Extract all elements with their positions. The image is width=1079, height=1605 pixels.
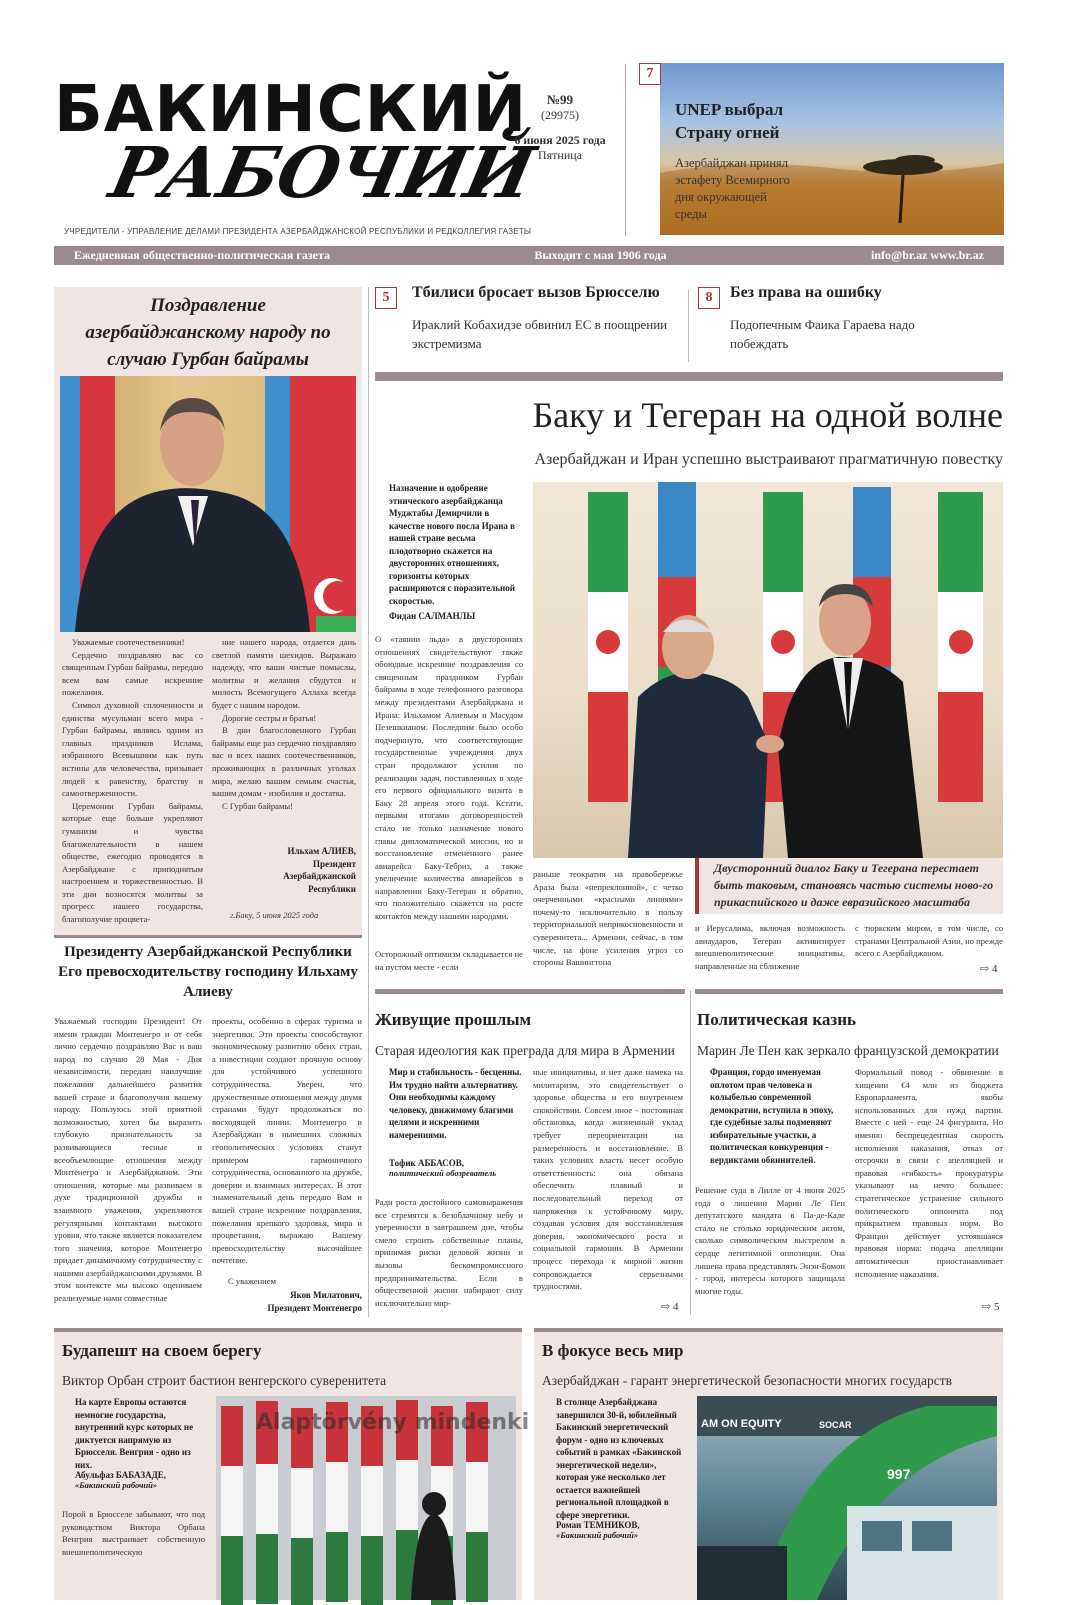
congrats-p7: В дни благословенного Гурбан байрамы еще раз сердечно поздравляю вас и всех наших соотечественников, проживающих в различных уголках мира, желаю вашим семьям счастья, вашим домам - изобилия и достатка. [212, 725, 356, 799]
lead-intro: Назначение и одобрение этнического азербайджанца Муджтабы Демирчили в качестве нового посла Ирана в нашей стране весьма плодотворно скажется на двусторонних отношениях, горизонты которых расширяются с поразительной скоростью. [389, 483, 516, 606]
letter-col1: Уважаемый господин Президент! От имени граждан Монтенегро и от себя лично сердечно поздравляю Вас и ваш народ по случаю 28 Мая - Дня независимости, передаю наилучшие пожелания дальнейшего развития вашей стране и благополучия вашему народу. Пользуюсь этой приятной возможностью, хотел бы выразить глубокую признательность за развивающиеся тесные и всеобъемлющие отношения между Монтенегро и Азербайджаном. Эти отношения, которые мы развиваем в духе традиционной дружбы и взаимного уважения, укрепляются регулярными контактами высокого уровня, что также является показателем того значения, которое Монтенегро придает динамичному сотрудничеству с нашими азербайджанскими друзьями. В этом контексте мы высоко оцениваем реализуемые нами совместные [54, 1016, 202, 1304]
teaser-title[interactable] [675, 98, 783, 144]
lead-body-col3: и Иерусалима, включая возможность авиаударов, Тегеран активизирует внешнеполитические инициативы, направленные на сближение [695, 923, 845, 971]
congrats-title: Поздравление азербайджанскому народу по случаю Гурбан байрамы [85, 295, 331, 370]
teaser-5-title[interactable]: Тбилиси бросает вызов Брюсселю [412, 284, 660, 301]
masthead-divider [625, 64, 626, 236]
focus-subtitle: Азербайджан - гарант энергетической безопасности многих государств [542, 1373, 953, 1388]
past-divider [690, 990, 691, 1315]
focus-byline-role: «Бакинский рабочий» [556, 1530, 639, 1540]
teaser-page-number: 7 [639, 63, 661, 85]
past-intro: Мир и стабильность - бесценны. Им трудно найти альтернативу. Они необходимы каждому человеку, движимому благими целями и искренними намерениями. [389, 1067, 522, 1140]
budapest-byline-name: Абульфаз БАБАЗАДЕ, [75, 1470, 167, 1480]
focus-title[interactable]: В фокусе весь мир [542, 1341, 684, 1360]
budapest-body: Порой в Брюсселе забывают, что под руководством Виктора Орбана Венгрия выстраивает собственную внешнеполитическую [62, 1509, 205, 1557]
exec-title[interactable]: Политическая казнь [697, 1010, 857, 1029]
budapest-intro: На карте Европы остаются немногие государства, внутренний курс которых не диктуется напрямую из Брюсселя. Венгрия - одно из них. [75, 1397, 194, 1470]
congrats-p4: Церемонии Гурбан байрамы, которые еще больше укрепляют гуманизм и чувства благожелательности в нашем обществе, ежегодно проводятся в Азербайджане с приподнятым настроением и торжественностью. В эти дни возносятся молитвы за прогресс нашего государства, благополучие процвета- [62, 800, 203, 925]
lead-photo [533, 482, 1003, 858]
budapest-photo-text: Alaptörvény mindenki [256, 1410, 530, 1435]
past-byline-role: политический обозреватель [389, 1168, 497, 1178]
focus-photo-text1: AM ON EQUITY [701, 1418, 782, 1430]
letter-title: Президенту Азербайджанской Республики Его превосходительству господину Ильхаму Алиеву [58, 944, 358, 1000]
budapest-byline-role: «Бакинский рабочий» [75, 1480, 158, 1490]
exec-body-col1: Решение суда в Лилле от 4 июня 2025 года о лишении Марин Ле Пен депутатского мандата в Па-де-Кале стало не столько юридическим актом, сколько символическим выстрелом в сердце легитимной оппозиции. Она лишена права представлять Энэн-Бомон - город, интересы которого защищала многие годы. [695, 1185, 845, 1296]
focus-photo-text3: 997 [887, 1466, 911, 1482]
teaser-divider [688, 290, 689, 362]
president-portrait-photo [60, 376, 356, 632]
founders-line: УЧРЕДИТЕЛИ - УПРАВЛЕНИЕ ДЕЛАМИ ПРЕЗИДЕНТА АЗЕРБАЙДЖАНСКОЙ РЕСПУБЛИКИ И РЕДКОЛЛЕГИЯ ГАЗЕТЫ [64, 227, 532, 236]
letter-sig-name: Яков Милатович, [290, 1290, 362, 1300]
masthead-title-top: БАКИНСКИЙ [54, 73, 528, 147]
exec-subtitle: Марин Ле Пен как зеркало французской демократии [697, 1043, 999, 1058]
bar-right[interactable]: info@br.az www.br.az [871, 248, 984, 262]
teaser-8-text: Подопечным Фаика Гараева надо побеждать [730, 317, 915, 351]
portrait-illustration [60, 376, 356, 632]
budapest-byline [75, 1470, 166, 1490]
letter-sig-title: Президент Монтенегро [267, 1302, 362, 1313]
teaser-8-badge[interactable] [698, 287, 720, 309]
lead-body-col4: с тюркским миром, в том числе, со странами Центральной Азии, но прежде всего с Азербайджаном. [855, 923, 1003, 959]
past-byline [389, 1158, 496, 1178]
info-bar [54, 246, 1004, 265]
focus-photo-text2: SOCAR [819, 1420, 852, 1430]
congrats-signature [212, 845, 356, 895]
exec-top-rule [695, 989, 1003, 994]
budapest-photo [216, 1396, 530, 1600]
masthead-title-bottom: РАБОЧИЙ [103, 131, 541, 214]
budapest-top-rule [54, 1328, 522, 1332]
teaser-5-text: Ираклий Кобахидзе обвинил ЕС в поощрении экстремизма [412, 317, 668, 351]
congrats-p5: ние нашего народа, отдается дань светлой памяти шехидов. Выражаю надежду, что ваши чистые помыслы, молитвы и желания сбудутся и милость Всемогущего Аллаха всегда будет с нашим народом. [212, 637, 356, 710]
teaser-8-title[interactable]: Без права на ошибку [730, 284, 882, 301]
teaser-8-page: 8 [698, 287, 720, 309]
congrats-p3: Символ духовной сплоченности и единства мусульман всего мира - Гурбан байрамы, являясь одним из главных праздников Ислама, избранного Всевышним как путь истины для человечества, призывает людей к равенству, братству и самоотверженности. [62, 699, 203, 799]
congrats-place-date: г.Баку, 5 июня 2025 года [230, 910, 319, 920]
congrats-col2 [212, 636, 356, 836]
letter-col2: проекты, особенно в сферах туризма и энергетики. Эти проекты способствуют экономическому развитию обеих стран, а инвестиции создают прочную основу для устойчивого успешного сотрудничества. Уверен, что дружественные отношения между двумя странами будут продолжаться по восходящей линии. Монтенегро и Азербайджан в нынешних сложных геополитических условиях станут примером гармоничного сотрудничества, основанного на дружбе, доверии и взаимных интересах. В этот знаменательный день передаю Вам и вашей стране искренние поздравления, пожелания крепкого здоровья, мира и процветания, выражаю Вашему превосходительству высочайшее почтение. [212, 1016, 362, 1266]
budapest-subtitle: Виктор Орбан строит бастион венгерского суверенитета [62, 1373, 387, 1388]
past-byline-name: Тофик АББАСОВ, [389, 1158, 465, 1168]
exec-body-col2: Формальный повод - обвинение в хищении €4 млн из бюджета Европарламента, якобы использованных для нужд партии. Вместе с ней - еще 24 фигуранта. Но именно беспрецедентная скорость исполнения наказания, отказ от отсрочки в связи с апелляцией и правовая «гибкость» прокуратуры указывают на нечто большее: стратегическое устранение сильного политического оппонента под прикрытием правовых норм. Во Франции действует устоявшаяся правовая норма: подача апелляции автоматически приостанавливает исполнение наказания. [855, 1067, 1003, 1279]
issue-weekday: Пятница [537, 148, 583, 162]
congrats-p6: Дорогие сестры и братья! [222, 712, 317, 723]
bar-left: Ежедневная общественно-политическая газета [74, 248, 331, 262]
letter-top-rule [54, 935, 362, 938]
focus-byline [556, 1520, 640, 1540]
lead-body-col1: О «таянии льда» в двусторонних отношениях свидетельствуют также обоюдные искренние поздравления со священным праздником Гурбан байрамы в ходе телефонного разговора между президентами Азербайджана и Ирана: Ильхамом Алиевым и Масудом Пезешкианом. Последним было особо подчеркнуто, что соответствующие государственные учреждения двух стран продолжают усилия по реализации задач, поставленных в ходе его первого официального визита в Баку 28 апреля этого года. Кстати, первыми итогами договоренностей стало не только назначение нового главы дипломатической миссии, но и восстановление отмененного ранее авиарейса Баку-Тебриз, а также увеличение количества авиарейсов в направлении Баку-Тегеран и обратно, что положительно скажется на росте контактов между нашими народами. [375, 634, 523, 922]
teaser-text: Азербайджан принял эстафету Всемирного дня окружающей среды [675, 156, 790, 221]
past-body-col2: ные инициативы, и нет даже намека на милитаризм, это свидетельствует о здоровье общества и его внутреннем спокойствии. Совсем иное - постоянная обстановка, когда жизненный уклад требует переориентации на размеренность и восстановление. В таких условиях власть несет особую ответственность: она обязана обеспечить плавный и последовательный переход от напряжения к устойчивому миру, создавая условия для восстановления доверия, экономического роста и социальной гармонии. В Армении процесс перехода к мирной жизни сопровождается серьезными трудностями. [533, 1067, 683, 1292]
lead-continued[interactable]: ⇨ 4 [980, 963, 998, 975]
teaser-title-line1: UNEP выбрал [675, 100, 784, 119]
issue-date: 6 июня 2025 года [514, 133, 606, 147]
lead-subhead: Азербайджан и Иран успешно выстраивают прагматичную повестку [534, 451, 1003, 468]
letter-closing: С уважением [228, 1276, 277, 1286]
teaser-5-badge[interactable] [375, 287, 397, 309]
focus-photo [697, 1396, 997, 1600]
congrats-col1 [62, 636, 203, 923]
focus-top-rule [534, 1328, 1003, 1332]
lead-body-col2: раньше теократия на правобережье Араза была «непреклонной», с четко очерченными «красными линиями» почему-то исключительно в пользу территориальной неприкосновенности и суверенитета... Армении, сейчас, в том числе, на фоне усиления угроз со стороны Вашингтона [533, 869, 683, 968]
past-continued[interactable]: ⇨ 4 [661, 1301, 679, 1313]
letter-signature [212, 1289, 362, 1314]
exec-intro: Франция, гордо именуемая оплотом прав человека и колыбелью современной демократии, вступила в эпоху, где судебные залы подменяют избирательные участки, а политическая конкуренция - вердиктами обвинителей. [710, 1067, 834, 1165]
congrats-sig-title: Президент Азербайджанской Республики [283, 858, 356, 894]
congrats-p2: Сердечно поздравляю вас со священным Гурбан байрамы, передаю всем вам самые искренние пожелания. [62, 649, 203, 698]
issue-number: №99 [546, 92, 574, 107]
focus-intro: В столице Азербайджана завершился 30-й, юбилейный Бакинский энергетический форум - одно из ключевых событий в рамках «Бакинской энергетической недели», которая уже несколько лет остается важнейшей региональной площадкой в сфере энергетики. [556, 1397, 682, 1520]
lead-body-col1b: Осторожный оптимизм складывается не на пустом месте - если [375, 949, 523, 972]
issue-info [505, 92, 615, 163]
past-body-col1: Ради роста достойного самовыражения все стремятся к безоблачному небу и уверенности в завтрашнем дне, чтобы смело строить собственные планы, принимая риски деловой жизни и вызовы бескомпромиссного предпринимательства. Если в общественной жизни набирают силу исключительно мир- [375, 1197, 523, 1308]
teaser-page-badge[interactable] [639, 63, 661, 85]
exec-continued[interactable]: ⇨ 5 [982, 1301, 1000, 1313]
congrats-p1: Уважаемые соотечественники! [72, 637, 185, 647]
teaser-5-page: 5 [375, 287, 397, 309]
lead-caption: Двусторонний диалог Баку и Тегерана перестает быть таковым, становясь частью системы ново-го прикаспийского и даже евразийского масштаба [714, 861, 994, 909]
teaser-title-line2: Страну огней [675, 123, 780, 142]
past-subtitle: Старая идеология как преграда для мира в Армении [375, 1043, 675, 1058]
congrats-sig-name: Ильхам АЛИЕВ, [287, 846, 356, 856]
budapest-title[interactable]: Будапешт на своем берегу [62, 1341, 262, 1360]
bar-center: Выходит с мая 1906 года [534, 248, 667, 262]
leaders-handshake-illustration [533, 482, 1003, 858]
past-title[interactable]: Живущие прошлым [375, 1010, 532, 1029]
issue-total: (29975) [541, 108, 579, 122]
past-top-rule [375, 989, 685, 994]
congrats-p8: С Гурбан байрамы! [222, 800, 294, 811]
lead-headline: Баку и Тегеран на одной волне [532, 395, 1003, 435]
focus-byline-name: Роман ТЕМНИКОВ, [556, 1520, 640, 1530]
left-column-divider [368, 287, 369, 1317]
lead-byline: Фидан САЛМАНЛЫ [389, 611, 476, 621]
lead-top-rule [375, 372, 1003, 381]
